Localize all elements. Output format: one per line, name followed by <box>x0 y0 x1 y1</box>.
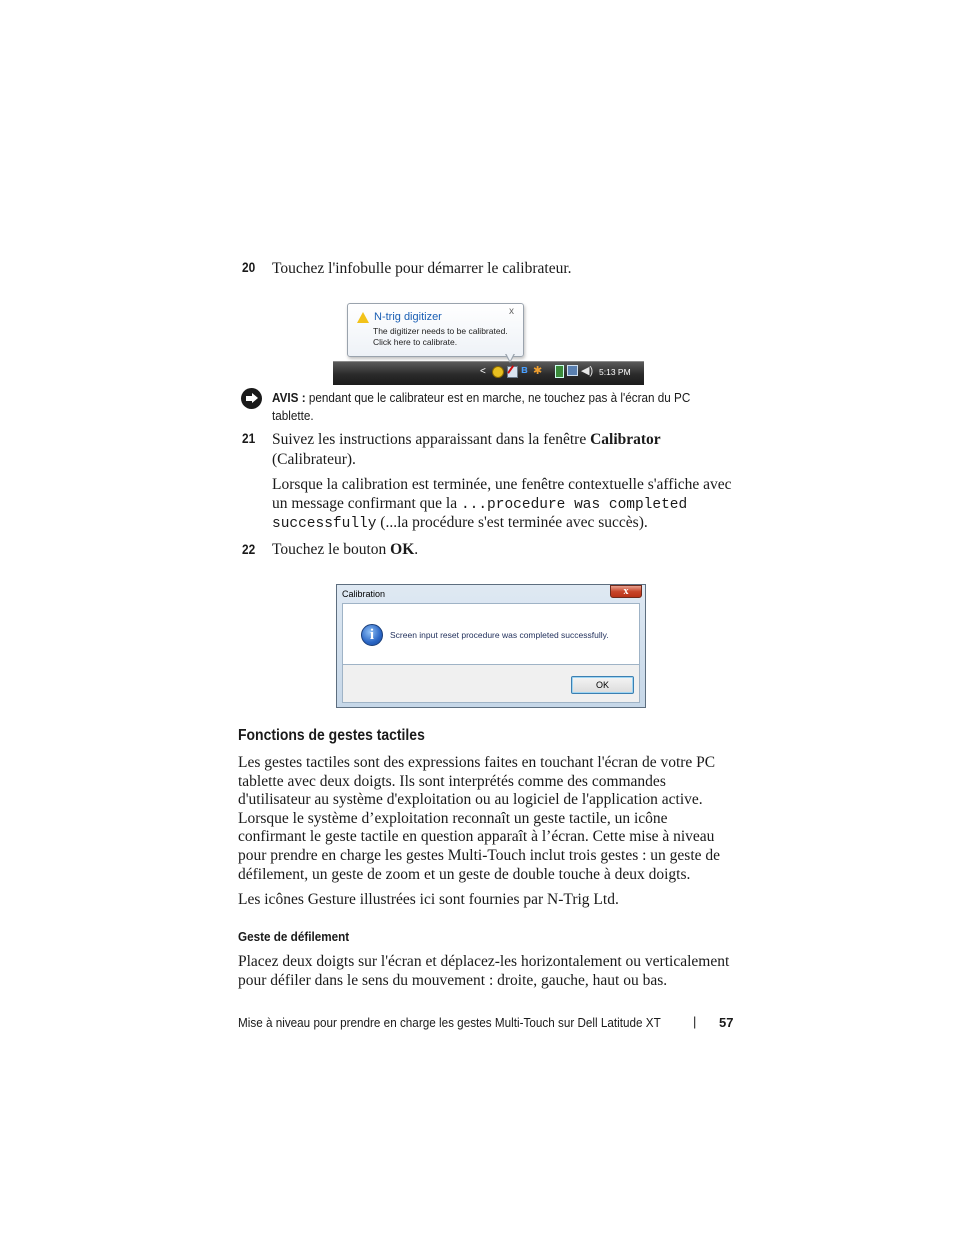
step-text: Suivez les instructions apparaissant dans la fenêtre Calibrator <box>272 431 661 448</box>
paragraph-line: successfully (...la procédure s'est terminée avec succès). <box>272 514 648 532</box>
paragraph-line: Placez deux doigts sur l'écran et déplacez-les horizontalement ou verticalement <box>238 953 730 970</box>
footer-separator: | <box>693 1014 697 1029</box>
paragraph-line: défilement, un geste de zoom et un geste de double touche à deux doigts. <box>238 865 691 883</box>
power-icon[interactable] <box>555 365 564 378</box>
step-text-cont: (Calibrateur). <box>272 451 356 468</box>
dialog-message: Screen input reset procedure was completed successfully. <box>390 630 609 640</box>
notice-text-cont: tablette. <box>272 408 314 423</box>
paragraph-line: Les icônes Gesture illustrées ici sont fournies par N-Trig Ltd. <box>238 891 619 908</box>
code-text: ...procedure was completed <box>460 497 688 513</box>
taskbar <box>333 361 644 385</box>
step-text: Touchez l'infobulle pour démarrer le calibrateur. <box>272 260 572 277</box>
info-icon: i <box>361 624 383 646</box>
balloon-line: Click here to calibrate. <box>373 337 458 347</box>
paragraph-line: confirmant le geste tactile en question apparaît à l’écran. Cette mise à niveau <box>238 828 715 846</box>
step-number: 20 <box>242 260 256 275</box>
network-icon[interactable] <box>567 365 578 376</box>
paragraph-line: Lorsque la calibration est terminée, une fenêtre contextuelle s'affiche avec <box>272 476 732 493</box>
subsection-title: Geste de défilement <box>238 929 350 944</box>
balloon-tail-fill <box>506 353 514 361</box>
paragraph-line: Les gestes tactiles sont des expressions faites en touchant l'écran de votre PC <box>238 754 716 771</box>
clock[interactable]: 5:13 PM <box>599 367 631 377</box>
warning-triangle-icon <box>357 312 369 323</box>
bluetooth-icon[interactable]: ʙ <box>521 364 528 376</box>
balloon-close-button[interactable]: x <box>509 306 514 317</box>
step-number: 22 <box>242 542 256 557</box>
paragraph-line: pour prendre en charge les gestes Multi-Touch inclut trois gestes : un geste de <box>238 847 721 864</box>
sync-icon[interactable]: ✱ <box>533 365 543 377</box>
step-text: Touchez le bouton OK. <box>272 541 419 558</box>
paragraph-line: tablette avec deux doigts. Ils sont interprétés comme des commandes <box>238 772 666 790</box>
paragraph-line: pour défiler dans le sens du mouvement : droite, gauche, haut ou bas. <box>238 971 668 989</box>
paragraph-line: d'utilisateur au système d'exploitation ou au logiciel de l'application active. <box>238 791 703 809</box>
section-title: Fonctions de gestes tactiles <box>238 727 425 744</box>
show-hidden-icons-chevron[interactable]: < <box>480 366 486 377</box>
ok-button[interactable]: OK <box>571 676 634 694</box>
paragraph-line: Lorsque le système d’exploitation reconnaît un geste tactile, un icône <box>238 809 668 827</box>
volume-icon[interactable]: ◀) <box>581 365 594 377</box>
ok-term: OK <box>390 541 415 558</box>
dialog-title: Calibration <box>342 589 386 599</box>
balloon-title: N-trig digitizer <box>374 311 442 323</box>
balloon-line: The digitizer needs to be calibrated. <box>373 326 508 336</box>
code-text: successfully <box>272 516 377 532</box>
security-shield-icon[interactable] <box>492 366 504 378</box>
dialog-close-button[interactable]: x <box>610 585 642 598</box>
page-number: 57 <box>719 1015 734 1030</box>
notice-body: pendant que le calibrateur est en marche, ne touchez pas à l'écran du PC <box>305 390 691 405</box>
notice-text <box>272 390 690 405</box>
footer-text: Mise à niveau pour prendre en charge les gestes Multi-Touch sur Dell Latitude XT <box>238 1015 661 1030</box>
notice-label: AVIS : <box>272 390 306 405</box>
calibrator-term: Calibrator <box>590 431 661 448</box>
notice-icon <box>241 388 262 409</box>
step-number: 21 <box>242 431 256 446</box>
paragraph-line: un message confirmant que la ...procedure was completed <box>272 495 688 513</box>
